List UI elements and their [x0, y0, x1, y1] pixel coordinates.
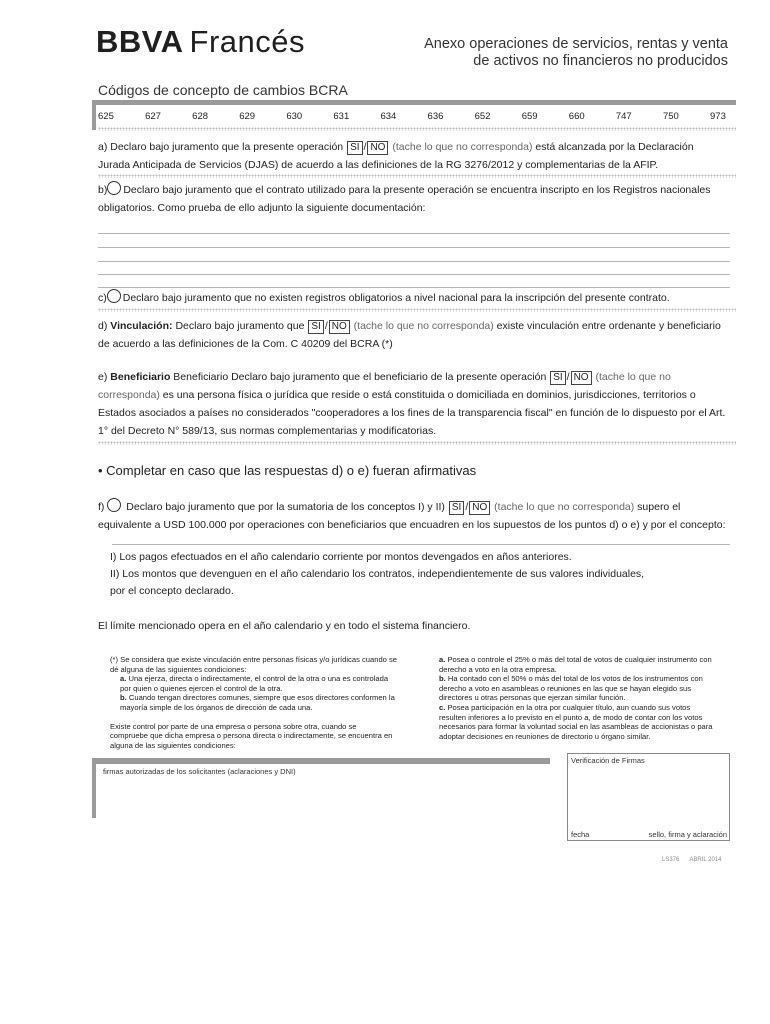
clause-b — [98, 181, 748, 217]
code-item[interactable]: 659 — [521, 111, 538, 122]
footer — [662, 857, 722, 863]
note-text: necesarios para formar la voluntad social en las asambleas de accionistas o para — [439, 722, 713, 732]
list-item-i: I) Los pagos efectuados en el año calendario corriente por montos devengados en años anteriores. — [110, 551, 572, 563]
note-text: Cuando tengan directores comunes, siempre que esos directores conformen la — [128, 693, 395, 703]
note-label: c. — [439, 702, 446, 712]
tache-note: (tache lo que no corresponda) — [494, 501, 635, 513]
doc-line-2[interactable] — [98, 247, 730, 248]
clause-d-text: Declaro bajo juramento que — [175, 320, 305, 332]
slash: / — [363, 141, 367, 153]
note-text: compruebe que dicha empresa o persona directa o indirectamente, se encuentra en — [110, 731, 393, 741]
doc-line-5[interactable] — [98, 287, 730, 288]
clause-f-text: Declaro bajo juramento que por la sumatoria de los conceptos I) y II) — [126, 501, 445, 513]
clause-e — [98, 368, 748, 440]
dotted-separator — [98, 441, 736, 445]
concept-line[interactable] — [112, 544, 730, 545]
note-text: derecho a voto en asambleas o reuniones en las que se hayan elegido sus — [439, 683, 692, 693]
code-item[interactable]: 625 — [98, 111, 114, 122]
code-item[interactable]: 630 — [286, 111, 303, 122]
note-text: dé alguna de las siguientes condiciones: — [110, 664, 247, 674]
code-item[interactable]: 973 — [710, 111, 726, 122]
doc-line-4[interactable] — [98, 274, 730, 275]
note-text: derecho a voto en la otra empresa. — [439, 664, 557, 674]
form-code: LS376 — [662, 857, 680, 863]
clause-a-text: a) Declaro bajo juramento que la presente operación — [98, 141, 344, 153]
note-label: a. — [120, 674, 127, 684]
note-text: mayoría simple de los órganos de dirección de cada una. — [120, 702, 313, 712]
code-item[interactable]: 628 — [192, 111, 209, 122]
note-text: Posea o controle el 25% o más del total de votos de cualquier instrumento con — [447, 655, 712, 664]
clause-a-text2: está alcanzada por la Declaración — [535, 141, 694, 153]
si-checkbox[interactable]: SI — [347, 141, 362, 155]
note-text: Existe control por parte de una empresa o persona sobre otra, cuando se — [110, 721, 357, 731]
note-label: b. — [120, 693, 127, 703]
si-checkbox[interactable]: SI — [449, 501, 464, 515]
clause-e-heading: Beneficiario — [110, 371, 171, 383]
code-item[interactable]: 750 — [662, 111, 679, 122]
code-item[interactable]: 660 — [568, 111, 585, 122]
document-title-line2: de activos no financieros no producidos — [473, 53, 728, 69]
list-item-ii: II) Los montos que devenguen en el año calendario los contratos, independientemente de sus valores individuales, — [110, 568, 645, 580]
signature-area[interactable]: firmas autorizadas de los solicitantes (aclaraciones y DNI) — [103, 767, 296, 776]
slash: / — [324, 320, 328, 332]
clause-a-text3: Jurada Anticipada de Servicios (DJAS) de acuerdo a las definiciones de la RG 3276/2012 y complementarias de la AFIP. — [98, 159, 659, 171]
si-checkbox[interactable]: SI — [308, 320, 323, 334]
brand-logo — [96, 24, 305, 60]
note-label: a. — [439, 655, 446, 664]
clause-c — [98, 289, 748, 307]
slash: / — [566, 371, 570, 383]
clause-c-prefix: c) — [98, 292, 107, 304]
clause-e-text2: es una persona física o jurídica que reside o está constituida o domiciliada en dominios, jurisdicciones, territorios o — [162, 389, 696, 401]
note-right — [439, 655, 739, 741]
clause-e-text: Beneficiario Declaro bajo juramento que el beneficiario de la presente operación — [173, 371, 547, 383]
clause-b-prefix: b) — [98, 184, 108, 196]
clause-e-text4: 1° del Decreto N° 589/13, sus normas complementarias y modificatorias. — [98, 425, 437, 437]
no-checkbox[interactable]: NO — [329, 320, 350, 334]
section-title: Códigos de concepto de cambios BCRA — [98, 82, 348, 98]
dotted-separator — [98, 127, 736, 131]
note-text: resulten inferiores a lo previsto en el punto a, de modo de contar con los votos — [439, 712, 703, 722]
doc-line-3[interactable] — [98, 261, 730, 262]
clause-b-text: Declaro bajo juramento que el contrato utilizado para la presente operación se encuentra inscripto en los Registros nacionales — [123, 184, 711, 196]
doc-line-1[interactable] — [98, 233, 730, 234]
document-title — [424, 36, 728, 70]
clause-a — [98, 138, 748, 174]
no-checkbox[interactable]: NO — [367, 141, 388, 155]
code-item[interactable]: 652 — [474, 111, 491, 122]
clause-f-text3: equivalente a USD 100.000 por operaciones con beneficiarios que encuadren en los supuestos de los puntos d) o e) y por el concepto: — [98, 519, 726, 531]
section-left-rule — [92, 100, 96, 130]
note-text: (*) Se considera que existe vinculación entre personas físicas y/o jurídicas cuando se — [110, 655, 398, 664]
clause-f-prefix: f) — [98, 501, 105, 513]
clause-d-text3: de acuerdo a las definiciones de la Com. C 40209 del BCRA (*) — [98, 338, 393, 350]
concept-list — [110, 549, 644, 600]
verification-box[interactable] — [567, 753, 730, 841]
code-item[interactable]: 629 — [239, 111, 256, 122]
clause-d-heading: Vinculación: — [110, 320, 173, 332]
clause-b-radio[interactable] — [107, 181, 121, 195]
code-item[interactable]: 634 — [380, 111, 397, 122]
si-checkbox[interactable]: SI — [550, 371, 565, 385]
concept-codes-row — [98, 111, 726, 125]
note-left — [110, 655, 418, 750]
clause-c-radio[interactable] — [107, 289, 121, 303]
code-item[interactable]: 631 — [333, 111, 350, 122]
fecha-label: fecha — [571, 830, 590, 839]
clause-f — [98, 498, 748, 534]
no-checkbox[interactable]: NO — [571, 371, 592, 385]
clause-f-radio[interactable] — [107, 498, 121, 512]
signature-top-rule — [92, 758, 550, 764]
note-label: b. — [439, 674, 446, 684]
section-top-rule — [92, 100, 736, 105]
note-text: adoptar decisiones en reuniones de directorio u órgano similar. — [439, 731, 651, 741]
note-text: Ha contado con el 50% o más del total de los votos de los instrumentos con — [447, 674, 703, 684]
brand-name: BBVA — [96, 24, 184, 59]
note-text: alguna de las siguientes condiciones: — [110, 740, 236, 750]
brand-sub: Francés — [189, 24, 306, 59]
tache-note-2: corresponda) — [98, 389, 160, 401]
note-text: directores u otras personas que ejerzan similar función. — [439, 693, 626, 703]
sello-label: sello, firma y aclaración — [648, 830, 727, 839]
note-text: Posea participación en la otra por cualquier título, aun cuando sus votos — [447, 702, 691, 712]
code-item[interactable]: 636 — [427, 111, 444, 122]
code-item[interactable]: 627 — [145, 111, 161, 122]
clause-e-prefix: e) — [98, 371, 108, 383]
tache-note: (tache lo que no corresponda) — [392, 141, 533, 153]
clause-d-text2: existe vinculación entre ordenante y beneficiario — [496, 320, 721, 332]
signature-left-rule — [92, 758, 96, 818]
tache-note: (tache lo que no — [595, 371, 671, 383]
limit-note: El límite mencionado opera en el año calendario y en todo el sistema financiero. — [98, 620, 471, 632]
clause-e-text3: Estados asociados a países no considerados "cooperadores a los fines de la transparencia fiscal" en función de lo dispuesto por el Art. — [98, 407, 726, 419]
clause-f-text2: supero el — [637, 501, 681, 513]
list-item-ii-cont: por el concepto declarado. — [110, 585, 234, 597]
dotted-separator — [98, 174, 736, 178]
completar-heading: • Completar en caso que las respuestas d) o e) fueran afirmativas — [98, 463, 477, 478]
clause-d — [98, 317, 748, 353]
form-date: ABRIL 2014 — [689, 857, 722, 863]
dotted-separator — [98, 308, 736, 312]
document-title-line1: Anexo operaciones de servicios, rentas y venta — [424, 36, 728, 52]
clause-b-text2: obligatorios. Como prueba de ello adjunto la siguiente documentación: — [98, 202, 426, 214]
verification-title: Verificación de Firmas — [571, 756, 645, 765]
tache-note: (tache lo que no corresponda) — [353, 320, 494, 332]
no-checkbox[interactable]: NO — [469, 501, 490, 515]
clause-c-text: Declaro bajo juramento que no existen registros obligatorios a nivel nacional para la inscripción del presente contrato. — [122, 292, 670, 304]
code-item[interactable]: 747 — [615, 111, 632, 122]
slash: / — [465, 501, 469, 513]
note-text: por quien o quienes ejercen el control de la otra. — [120, 683, 283, 693]
clause-d-prefix: d) — [98, 320, 108, 332]
note-text: Una ejerza, directa o indirectamente, el control de la otra o una es controlada — [128, 674, 389, 684]
